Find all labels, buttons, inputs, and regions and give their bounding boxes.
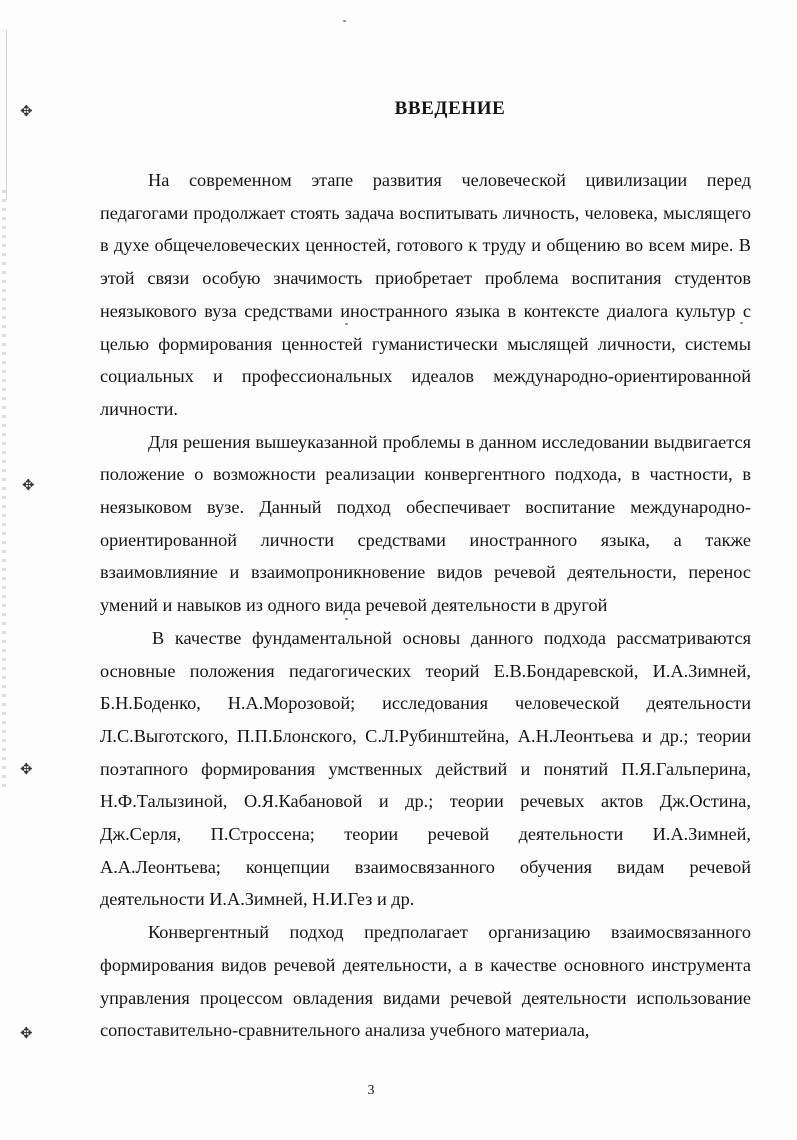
scan-speck xyxy=(343,20,346,22)
page-title: ВВЕДЕНИЕ xyxy=(394,98,506,119)
body-text xyxy=(100,164,751,1047)
paragraph: На современном этапе развития человеческой цивилизации перед педагогами продолжает стоять задача воспитывать личность, человека, мыслящего в духе общечеловеческих ценностей, готового к труду и общению во всем мире. В этой связи особую значимость приобретает проблема воспитания студентов неязыкового вуза средствами иностранного языка в контексте диалога культур с целью формирования ценностей гуманистически мыслящей личности, системы социальных и профессиональных идеалов международно-ориентированной личности. xyxy=(100,170,751,419)
paragraph: Для решения вышеуказанной проблемы в данном исследовании выдвигается положение о возможности реализации конвергентного подхода, в частности, в неязыковом вузе. Данный подход обеспечивает воспитание международно-ориентированной личности средствами иностранного языка, а также взаимовлияние и взаимопроникновение видов речевой деятельности, перенос умений и навыков из одного вида речевой деятельности в другой xyxy=(100,431,751,616)
punch-hole-mark-icon: ✥ xyxy=(22,476,35,494)
page-number: 3 xyxy=(367,1083,375,1098)
punch-hole-mark-icon: ✥ xyxy=(20,1024,33,1042)
scan-binding-line xyxy=(6,30,9,200)
punch-hole-mark-icon: ✥ xyxy=(20,760,33,778)
paragraph: В качестве фундаментальной основы данного подхода рассматриваются основные положения педагогических теорий Е.В.Бондаревской, И.А.Зимней, Б.Н.Боденко, Н.А.Морозовой; исследования человеческой деятельности Л.С.Выготского, П.П.Блонского, С.Л.Рубинштейна, А.Н.Леонтьева и др.; теории поэтапного формирования умственных действий и понятий П.Я.Гальперина, Н.Ф.Талызиной, О.Я.Кабановой и др.; теории речевых актов Дж.Остина, Дж.Серля, П.Строссена; теории речевой деятельности И.А.Зимней, А.А.Леонтьева; концепции взаимосвязанного обучения видам речевой деятельности И.А.Зимней, Н.И.Гез и др. xyxy=(100,627,751,910)
scan-binding-edge xyxy=(2,190,6,790)
paragraph: Конвергентный подход предполагает организацию взаимосвязанного формирования видов речевой деятельности, а в качестве основного инструмента управления процессом овладения видами речевой деятельности использование сопоставительно-сравнительного анализа учебного материала, xyxy=(100,922,751,1041)
punch-hole-mark-icon: ✥ xyxy=(20,102,33,120)
